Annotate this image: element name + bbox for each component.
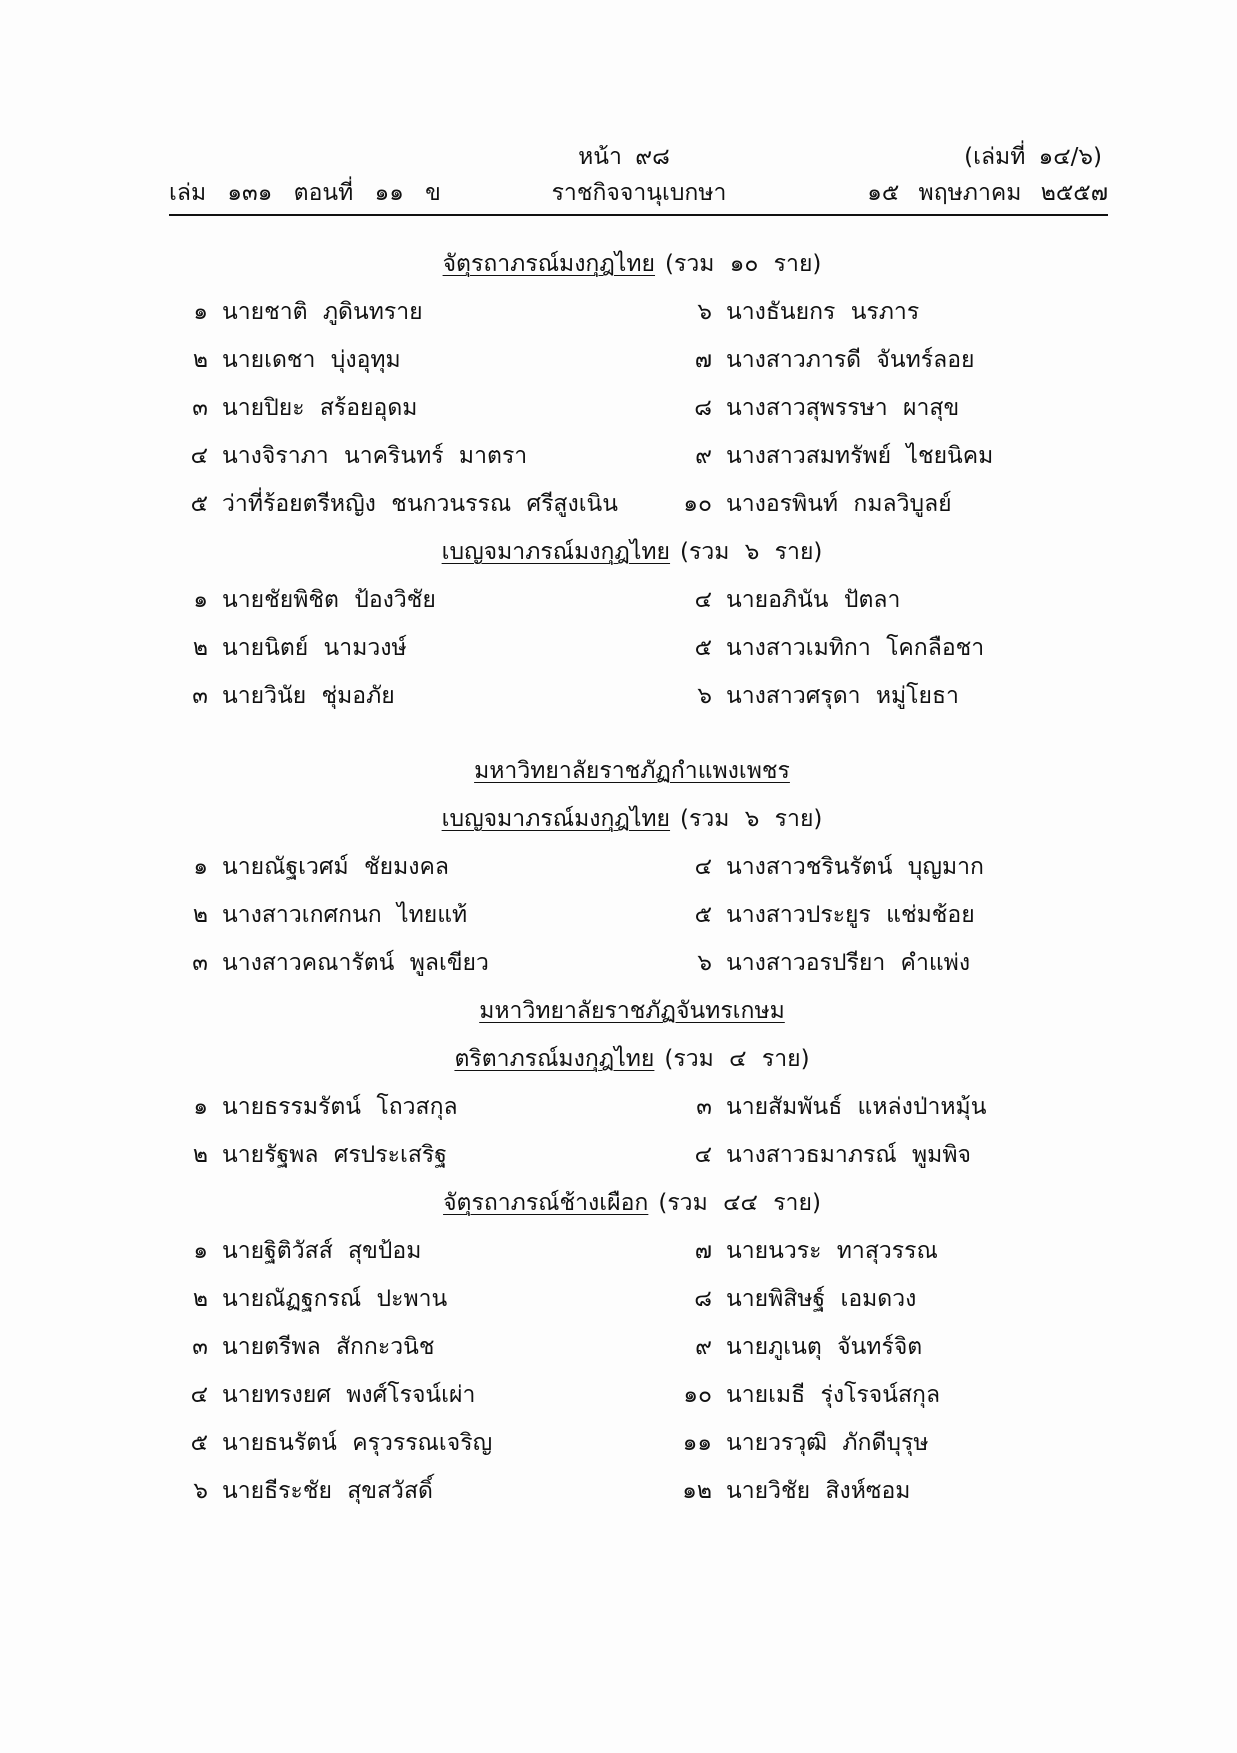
entry-number: ๓ (192, 683, 208, 709)
entry-number: ๒ (192, 1142, 208, 1168)
entry-number: ๕ (190, 491, 208, 517)
award-name: เบญจมาภรณ์มงกุฎไทย (441, 806, 671, 832)
publication-title: ราชกิจจานุเบกษา (551, 180, 727, 206)
list-row (0, 480, 1237, 528)
recipient-name: นายวินัย ชุ่มอภัย (222, 683, 395, 709)
entry-number: ๖ (697, 299, 712, 325)
award-heading (169, 795, 1095, 843)
institution-name: มหาวิทยาลัยราชภัฏกำแพงเพชร (474, 758, 790, 784)
recipient-name: นางสาวสมทรัพย์ ไชยนิคม (726, 443, 994, 469)
entry-number: ๑๒ (682, 1478, 712, 1504)
recipient-name: นายอภินัน ปัตลา (726, 587, 901, 613)
recipient-name: นางสาวธมาภรณ์ พูมพิจ (726, 1142, 971, 1168)
award-name: ตริตาภรณ์มงกุฎไทย (454, 1046, 655, 1072)
institution-heading (169, 747, 1095, 795)
recipient-entry (668, 843, 984, 891)
award-heading-line (0, 1179, 1237, 1227)
recipient-entry (178, 939, 489, 987)
recipient-name: นายปิยะ สร้อยอุดม (222, 395, 418, 421)
recipient-name: นายณัฏฐกรณ์ ปะพาน (222, 1286, 448, 1312)
entry-number: ๗ (694, 1238, 712, 1264)
recipient-name: นางสาวคณารัตน์ พูลเขียว (222, 950, 489, 976)
entry-number: ๔ (694, 587, 712, 613)
entry-number: ๑ (193, 1094, 208, 1120)
recipient-entry (178, 1467, 433, 1515)
entry-number: ๘ (694, 1286, 712, 1312)
list-row (0, 624, 1237, 672)
recipient-name: นายฐิติวัสส์ สุขป้อม (222, 1238, 422, 1264)
entry-number: ๑๑ (682, 1430, 712, 1456)
recipient-entry (668, 288, 919, 336)
entry-number: ๘ (694, 395, 712, 421)
award-count: (รวม ๔๔ ราย) (658, 1190, 821, 1216)
award-heading (169, 240, 1095, 288)
entry-number: ๔ (694, 854, 712, 880)
list-row (0, 1275, 1237, 1323)
recipient-entry (668, 891, 975, 939)
entry-number: ๖ (697, 950, 712, 976)
entry-number: ๓ (696, 1094, 712, 1120)
list-row (0, 939, 1237, 987)
entry-number: ๔ (694, 1142, 712, 1168)
entry-number: ๒ (192, 1286, 208, 1312)
page-number: หน้า ๙๘ (578, 144, 670, 170)
entry-number: ๕ (190, 1430, 208, 1456)
recipient-name: นายธนรัตน์ ครุวรรณเจริญ (222, 1430, 493, 1456)
recipient-name: นายชาติ ภูดินทราย (222, 299, 423, 325)
recipient-name: นายวิชัย สิงห์ซอม (726, 1478, 911, 1504)
list-row (0, 288, 1237, 336)
recipient-entry (668, 1083, 986, 1131)
recipient-entry (178, 576, 436, 624)
recipient-name: นายธรรมรัตน์ โถวสกุล (222, 1094, 458, 1120)
award-heading (169, 528, 1095, 576)
institution-heading-line (0, 747, 1237, 795)
entry-number: ๙ (695, 1334, 712, 1360)
header-line-2 (0, 176, 1237, 210)
recipient-entry (178, 1419, 492, 1467)
recipient-name: นางจิราภา นาครินทร์ มาตรา (222, 443, 528, 469)
recipient-entry (668, 1419, 929, 1467)
recipient-name: นางสาวศรุดา หมู่โยธา (726, 683, 959, 709)
recipient-entry (178, 843, 449, 891)
entry-number: ๓ (192, 950, 208, 976)
list-row (0, 1419, 1237, 1467)
list-row (0, 672, 1237, 720)
award-name: จัตุรถาภรณ์ช้างเผือก (443, 1190, 649, 1216)
recipient-name: นายนวระ ทาสุวรรณ (726, 1238, 938, 1264)
recipient-entry (668, 576, 900, 624)
recipient-name: นายสัมพันธ์ แหล่งป่าหมุ้น (726, 1094, 987, 1120)
entry-number: ๑๐ (683, 1382, 712, 1408)
recipient-entry (178, 288, 423, 336)
award-count: (รวม ๔ ราย) (664, 1046, 810, 1072)
recipient-name: ว่าที่ร้อยตรีหญิง ชนกวนรรณ ศรีสูงเนิน (222, 491, 619, 517)
recipient-name: นายทรงยศ พงศ์โรจน์เผ่า (222, 1382, 476, 1408)
recipient-name: นายเมธี รุ่งโรจน์สกุล (726, 1382, 941, 1408)
recipient-entry (178, 480, 618, 528)
recipient-name: นายวรวุฒิ ภักดีบุรุษ (726, 1430, 929, 1456)
entry-number: ๖ (193, 1478, 208, 1504)
list-row (0, 1227, 1237, 1275)
volume-reference: (เล่มที่ ๑๔/๖) (964, 144, 1102, 170)
issue-info: เล่ม ๑๓๑ ตอนที่ ๑๑ ข (169, 180, 441, 206)
recipient-entry (178, 1083, 458, 1131)
recipient-name: นายตรีพล สักกะวนิช (222, 1334, 435, 1360)
entry-number: ๑ (193, 1238, 208, 1264)
recipient-entry (668, 624, 984, 672)
publication-date: ๑๕ พฤษภาคม ๒๕๕๗ (867, 180, 1108, 206)
entry-number: ๕ (694, 902, 712, 928)
recipient-entry (178, 1275, 447, 1323)
award-name: เบญจมาภรณ์มงกุฎไทย (441, 539, 671, 565)
entry-number: ๑ (193, 299, 208, 325)
recipient-entry (668, 336, 975, 384)
list-row (0, 1371, 1237, 1419)
recipient-entry (668, 384, 959, 432)
recipient-name: นายชัยพิชิต ป้องวิชัย (222, 587, 436, 613)
recipient-entry (668, 672, 959, 720)
recipient-name: นางสาวภารดี จันทร์ลอย (726, 347, 975, 373)
list-row (0, 891, 1237, 939)
recipient-entry (178, 432, 527, 480)
list-row (0, 1083, 1237, 1131)
recipient-name: นายภูเนตุ จันทร์จิต (726, 1334, 923, 1360)
recipient-entry (178, 1323, 434, 1371)
recipient-entry (668, 1371, 940, 1419)
list-row (0, 432, 1237, 480)
entry-number: ๑ (193, 854, 208, 880)
recipient-name: นายณัฐเวศม์ ชัยมงคล (222, 854, 449, 880)
recipient-name: นายนิตย์ นามวงษ์ (222, 635, 407, 661)
recipient-entry (668, 939, 970, 987)
entry-number: ๒ (192, 635, 208, 661)
recipient-name: นางสาวชรินรัตน์ บุญมาก (726, 854, 984, 880)
entry-number: ๔ (190, 443, 208, 469)
recipient-name: นางสาวประยูร แช่มช้อย (726, 902, 975, 928)
recipient-name: นางธันยกร นรภาร (726, 299, 920, 325)
recipient-entry (178, 384, 417, 432)
recipient-entry (668, 480, 952, 528)
award-heading-line (0, 240, 1237, 288)
document-body (0, 240, 1237, 1515)
recipient-entry (178, 1131, 447, 1179)
recipient-entry (178, 672, 395, 720)
entry-number: ๑ (193, 587, 208, 613)
recipient-entry (178, 891, 467, 939)
entry-number: ๔ (190, 1382, 208, 1408)
recipient-entry (668, 1275, 916, 1323)
recipient-name: นางสาวสุพรรษา ผาสุข (726, 395, 960, 421)
entry-number: ๓ (192, 395, 208, 421)
recipient-entry (178, 624, 407, 672)
award-count: (รวม ๑๐ ราย) (665, 251, 822, 277)
header-rule (169, 214, 1108, 216)
award-heading-line (0, 1035, 1237, 1083)
recipient-name: นางอรพินท์ กมลวิบูลย์ (726, 491, 952, 517)
recipient-name: นายเดชา บุ่งอุทุม (222, 347, 401, 373)
recipient-entry (178, 1371, 475, 1419)
institution-name: มหาวิทยาลัยราชภัฏจันทรเกษม (479, 998, 785, 1024)
recipient-name: นายธีระชัย สุขสวัสดิ์ (222, 1478, 433, 1504)
recipient-entry (668, 1467, 910, 1515)
entry-number: ๒ (192, 902, 208, 928)
award-name: จัตุรถาภรณ์มงกุฎไทย (442, 251, 656, 277)
entry-number: ๓ (192, 1334, 208, 1360)
award-count: (รวม ๖ ราย) (680, 806, 823, 832)
recipient-entry (668, 1227, 938, 1275)
list-row (0, 1467, 1237, 1515)
recipient-entry (178, 1227, 421, 1275)
recipient-entry (668, 1131, 971, 1179)
recipient-entry (668, 432, 993, 480)
entry-number: ๖ (697, 683, 712, 709)
recipient-name: นางสาวเมทิกา โคกลือชา (726, 635, 985, 661)
recipient-name: นางสาวเกศกนก ไทยแท้ (222, 902, 468, 928)
entry-number: ๒ (192, 347, 208, 373)
list-row (0, 384, 1237, 432)
award-count: (รวม ๖ ราย) (680, 539, 823, 565)
award-heading-line (0, 528, 1237, 576)
list-row (0, 1131, 1237, 1179)
institution-heading-line (0, 987, 1237, 1035)
list-row (0, 576, 1237, 624)
recipient-name: นายรัฐพล ศรประเสริฐ (222, 1142, 447, 1168)
award-heading (169, 1179, 1095, 1227)
header-line-1 (0, 140, 1237, 174)
list-row (0, 336, 1237, 384)
recipient-entry (668, 1323, 922, 1371)
recipient-name: นางสาวอรปรียา คำแพ่ง (726, 950, 971, 976)
award-heading (169, 1035, 1095, 1083)
recipient-entry (178, 336, 401, 384)
list-row (0, 1323, 1237, 1371)
list-row (0, 843, 1237, 891)
entry-number: ๑๐ (683, 491, 712, 517)
entry-number: ๕ (694, 635, 712, 661)
award-heading-line (0, 795, 1237, 843)
recipient-name: นายพิสิษฐ์ เอมดวง (726, 1286, 917, 1312)
entry-number: ๗ (694, 347, 712, 373)
entry-number: ๙ (695, 443, 712, 469)
institution-heading (169, 987, 1095, 1035)
